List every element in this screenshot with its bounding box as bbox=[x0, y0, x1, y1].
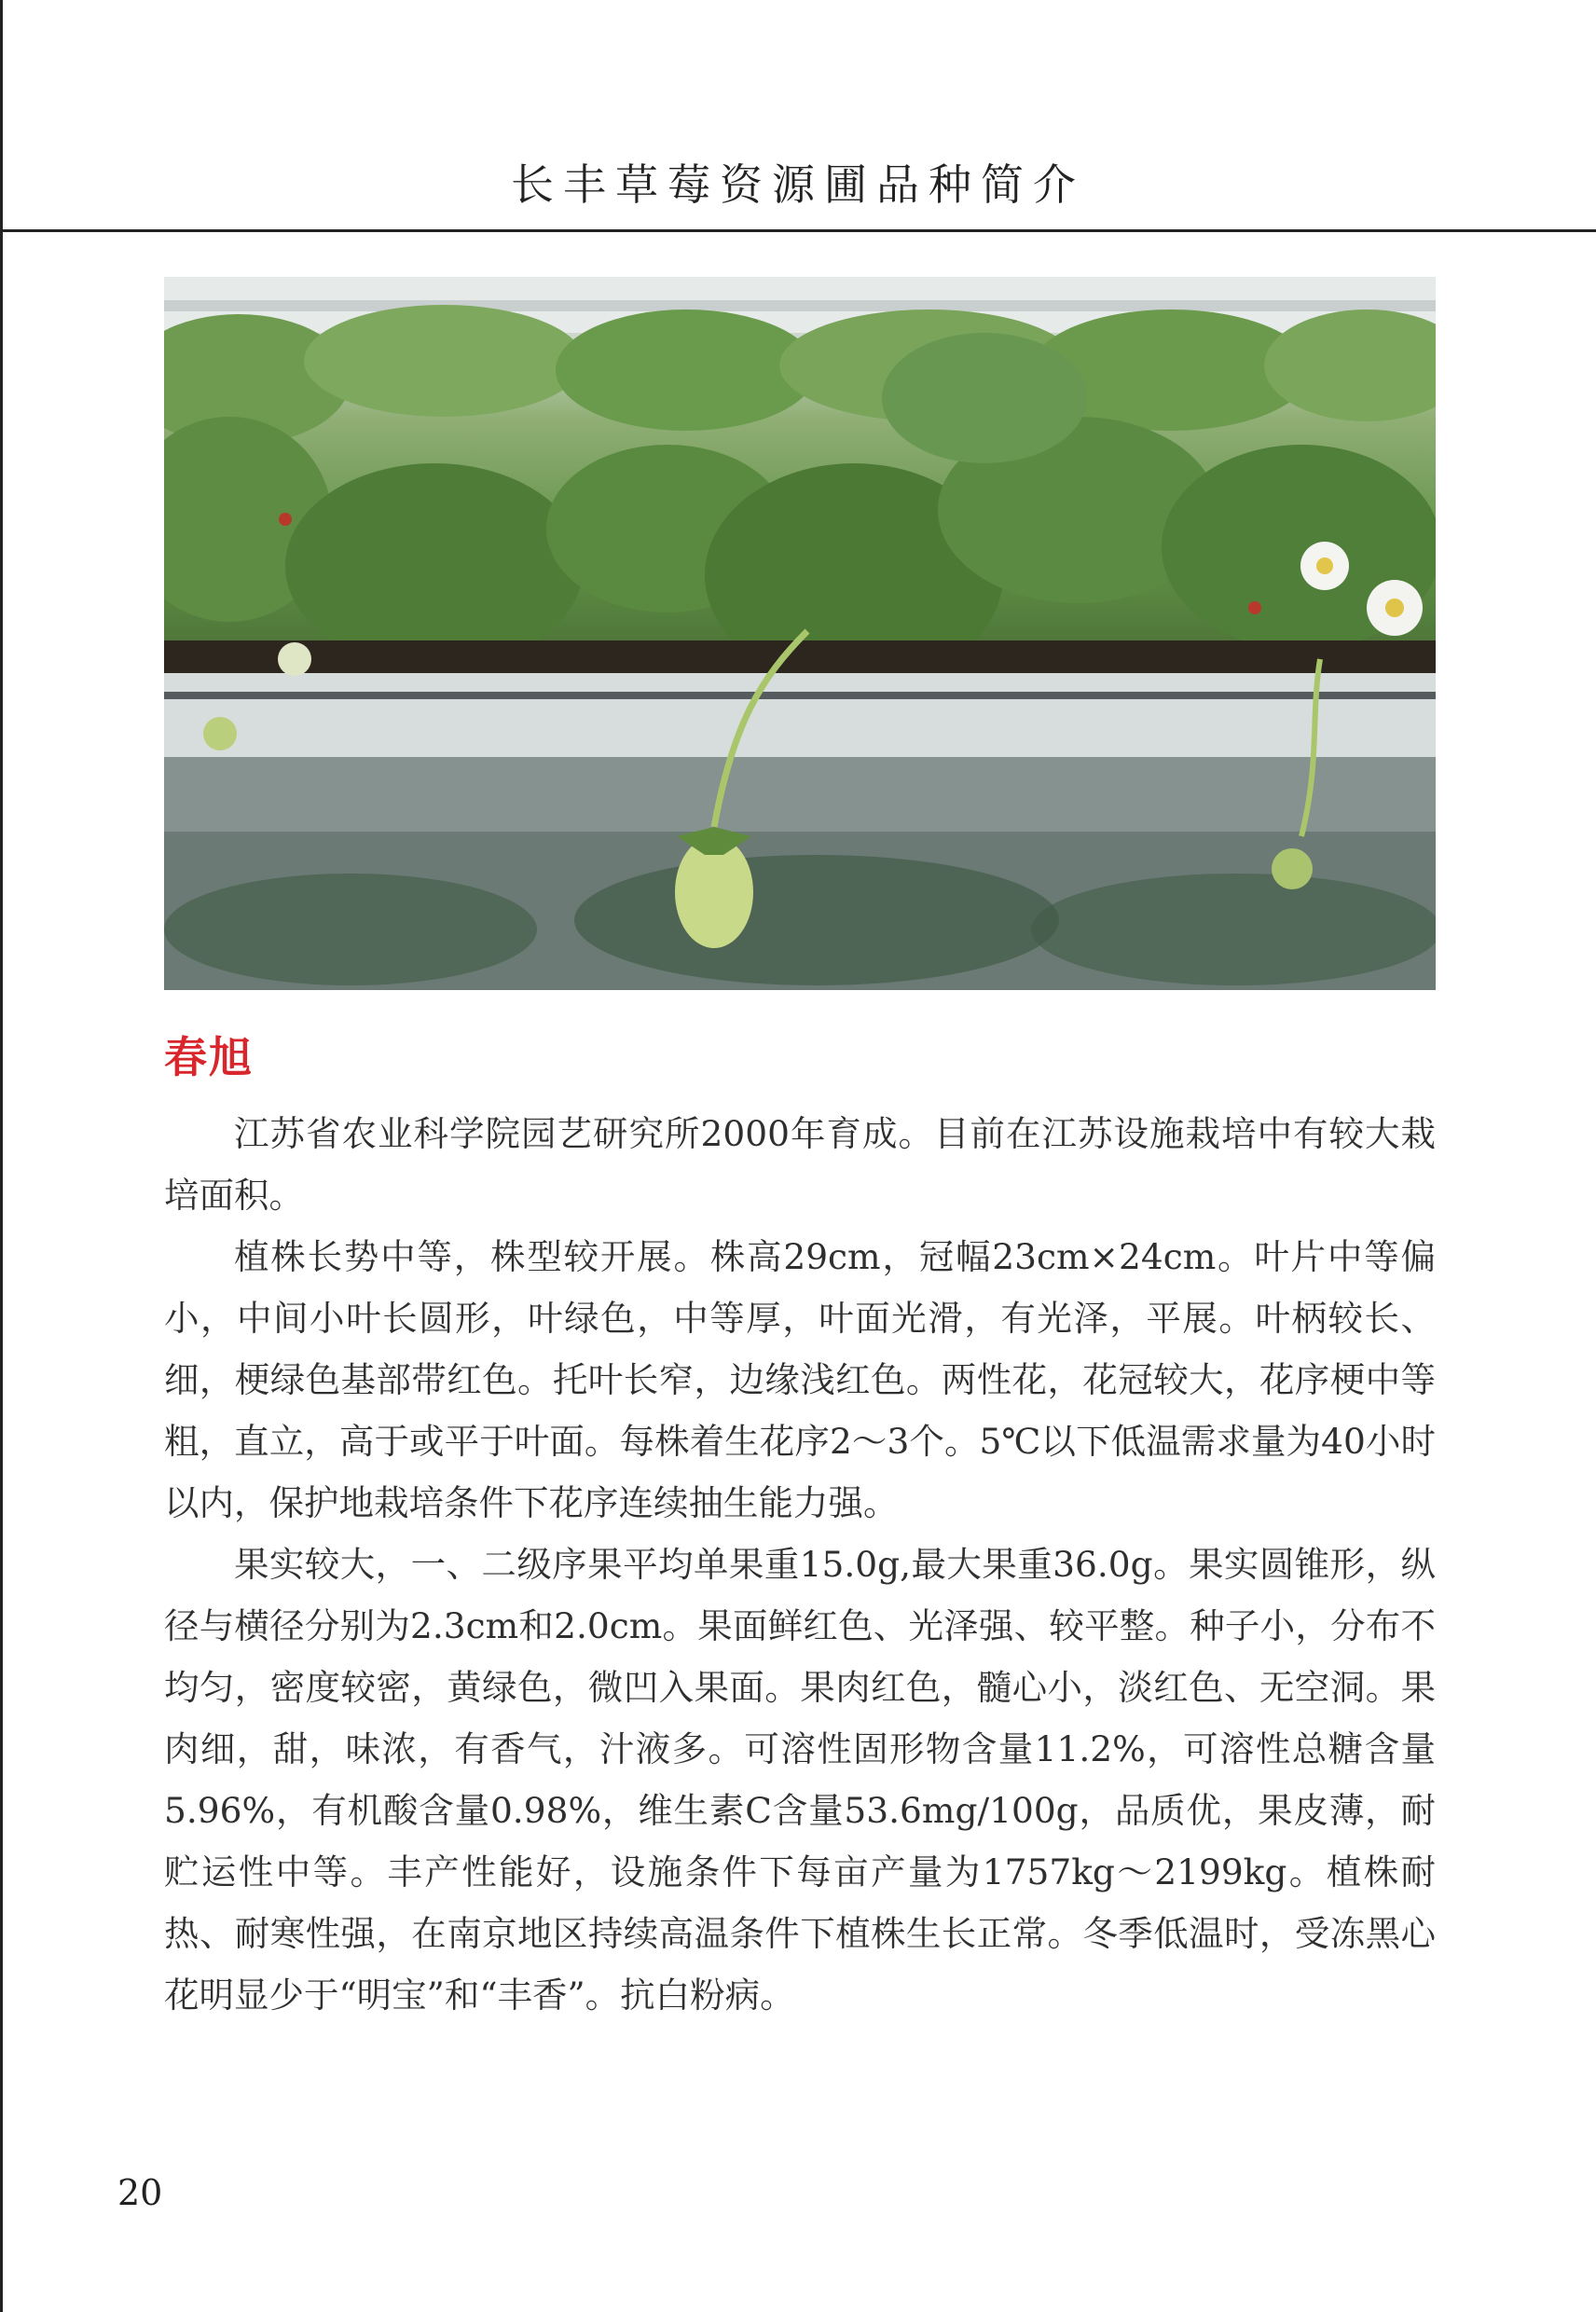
paragraph-plant-traits: 植株长势中等，株型较开展。株高29cm，冠幅23cm×24cm。叶片中等偏小，中间小叶长圆形，叶绿色，中等厚，叶面光滑，有光泽，平展。叶柄较长、细，梗绿色基部带红色。托叶长窄，边缘浅红色。两性花，花冠较大，花序梗中等粗，直立，高于或平于叶面。每株着生花序2～3个。5℃以下低温需求量为40小时以内，保护地栽培条件下花序连续抽生能力强。 bbox=[164, 1236, 1436, 1523]
variety-title: 春旭 bbox=[164, 1032, 254, 1082]
paragraph-fruit-traits: 果实较大，一、二级序果平均单果重15.0g,最大果重36.0g。果实圆锥形，纵径与横径分别为2.3cm和2.0cm。果面鲜红色、光泽强、较平整。种子小，分布不均匀，密度较密，黄绿色，微凹入果面。果肉红色，髓心小，淡红色、无空洞。果肉细，甜，味浓，有香气，汁液多。可溶性固形物含量11.2%，可溶性总糖含量5.96%，有机酸含量0.98%，维生素C含量53.6mg/100g，品质优，果皮薄，耐贮运性中等。丰产性能好，设施条件下每亩产量为1757kg～2199kg。植株耐热、耐寒性强，在南京地区持续高温条件下植株生长正常。冬季低温时，受冻黑心花明显少于“明宝”和“丰香”。抗白粉病。 bbox=[164, 1544, 1436, 2016]
strawberry-plant-photo bbox=[164, 277, 1436, 990]
header-rule bbox=[0, 229, 1596, 232]
running-header-title: 长丰草莓资源圃品种简介 bbox=[511, 159, 1085, 210]
paragraph-origin: 江苏省农业科学院园艺研究所2000年育成。目前在江苏设施栽培中有较大栽培面积。 bbox=[164, 1113, 1436, 1216]
variety-description bbox=[164, 1103, 1436, 2026]
page-frame-left-border bbox=[0, 0, 3, 2312]
photo-illustration bbox=[164, 277, 1436, 990]
page-number: 20 bbox=[117, 2172, 163, 2213]
